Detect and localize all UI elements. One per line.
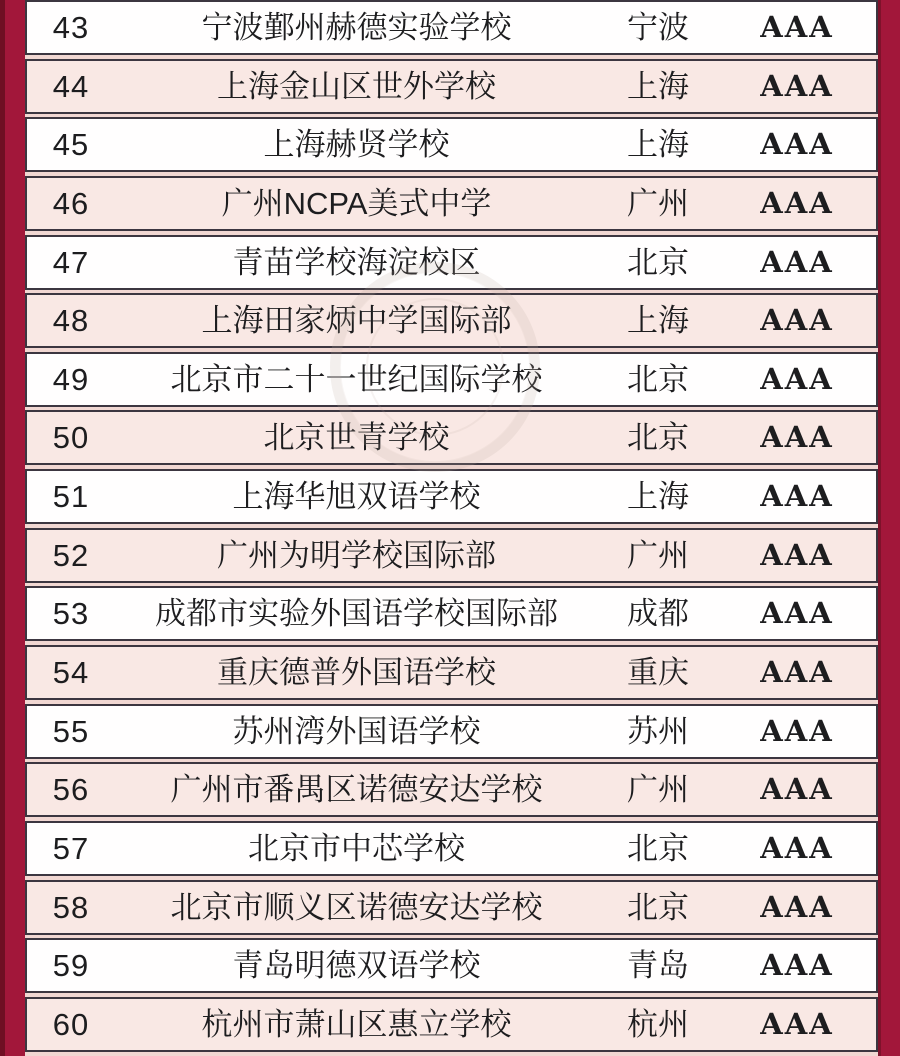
table-row [25,586,878,641]
city-cell: 宁波 [627,9,689,45]
city-cell: 北京 [627,889,689,925]
table-row [25,0,878,55]
school-name-cell: 北京市顺义区诺德安达学校 [170,889,543,925]
rating-cell: AAA [760,68,834,103]
rank-cell: 49 [52,361,90,397]
city-cell: 重庆 [627,655,689,691]
school-name-cell: 苏州湾外国语学校 [232,713,481,749]
school-name-cell: 广州为明学校国际部 [217,537,496,573]
rank-cell: 45 [52,127,90,163]
table-row [25,821,878,876]
school-name-cell: 上海华旭双语学校 [232,479,481,515]
city-cell: 杭州 [627,1006,689,1042]
school-name-cell: 上海赫贤学校 [263,127,450,163]
rating-cell: AAA [760,655,834,690]
city-cell: 北京 [627,830,689,866]
rating-cell: AAA [760,772,834,807]
city-cell: 上海 [627,303,689,339]
rating-cell: AAA [760,303,834,338]
rank-cell: 46 [52,185,90,221]
rank-cell: 48 [52,303,90,339]
rating-cell: AAA [760,713,834,748]
city-cell: 北京 [627,361,689,397]
table-row [25,997,878,1052]
school-name-cell: 上海金山区世外学校 [217,68,496,104]
ranking-table [25,0,878,1056]
table-row [25,352,878,407]
city-cell: 北京 [627,244,689,280]
table-row [25,176,878,231]
city-cell: 广州 [627,185,689,221]
city-cell: 广州 [627,772,689,808]
school-name-cell: 宁波鄞州赫德实验学校 [201,9,512,45]
table-row [25,704,878,759]
school-name-cell: 青岛明德双语学校 [232,948,481,984]
rank-cell: 50 [52,420,90,456]
rank-cell: 43 [52,9,90,45]
rating-cell: AAA [760,127,834,162]
rank-cell: 47 [52,244,90,280]
table-row [25,410,878,465]
table-row [25,938,878,993]
school-name-cell: 北京市中芯学校 [248,830,465,866]
rating-cell: AAA [760,420,834,455]
school-name-cell: 上海田家炳中学国际部 [201,303,512,339]
city-cell: 青岛 [627,948,689,984]
rating-cell: AAA [760,537,834,572]
city-cell: 苏州 [627,713,689,749]
city-cell: 广州 [627,537,689,573]
rating-cell: AAA [760,948,834,983]
school-name-cell: 杭州市萧山区惠立学校 [201,1006,512,1042]
rank-cell: 59 [52,948,90,984]
rating-cell: AAA [760,185,834,220]
table-row [25,59,878,114]
table-row [25,235,878,290]
city-cell: 上海 [627,68,689,104]
rating-cell: AAA [760,9,834,44]
rank-cell: 44 [52,68,90,104]
rank-cell: 54 [52,655,90,691]
left-red-border [0,0,25,1056]
rating-cell: AAA [760,244,834,279]
table-row [25,469,878,524]
rank-cell: 55 [52,713,90,749]
rating-cell: AAA [760,479,834,514]
rating-cell: AAA [760,596,834,631]
table-row [25,293,878,348]
city-cell: 上海 [627,127,689,163]
rank-cell: 56 [52,772,90,808]
school-name-cell: 广州市番禺区诺德安达学校 [170,772,543,808]
rating-cell: AAA [760,830,834,865]
rating-cell: AAA [760,889,834,924]
table-row [25,117,878,172]
table-row [25,762,878,817]
rank-cell: 53 [52,596,90,632]
school-name-cell: 北京市二十一世纪国际学校 [170,361,543,397]
rating-cell: AAA [760,361,834,396]
city-cell: 成都 [627,596,689,632]
school-name-cell: 重庆德普外国语学校 [217,655,496,691]
right-red-border [878,0,900,1056]
rank-cell: 58 [52,889,90,925]
school-name-cell: 北京世青学校 [263,420,450,456]
school-name-cell: 青苗学校海淀校区 [232,244,481,280]
school-name-cell: 成都市实验外国语学校国际部 [155,596,558,632]
rank-cell: 57 [52,830,90,866]
rank-cell: 60 [52,1006,90,1042]
table-row [25,528,878,583]
school-name-cell: 广州NCPA美式中学 [221,185,492,221]
city-cell: 北京 [627,420,689,456]
rating-cell: AAA [760,1006,834,1041]
rank-cell: 52 [52,537,90,573]
rank-cell: 51 [52,479,90,515]
city-cell: 上海 [627,479,689,515]
table-row [25,880,878,935]
table-row [25,645,878,700]
